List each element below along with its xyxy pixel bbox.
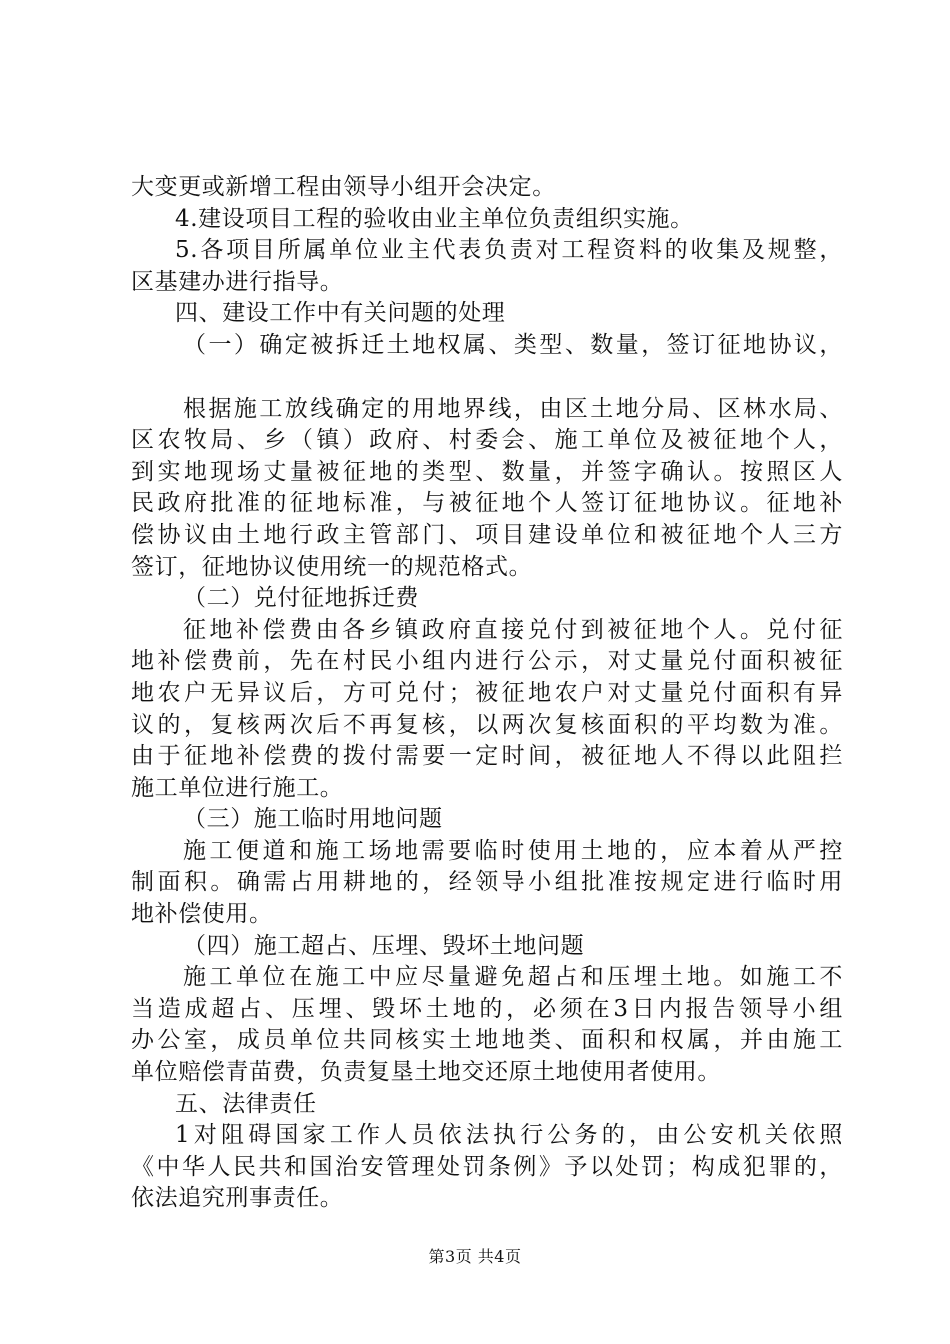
text-line: 地补偿使用。 (131, 901, 273, 928)
section-heading: 五、法律责任 (175, 1090, 317, 1117)
text-line: 施工便道和施工场地需要临时使用土地的，应本着从严控 (183, 837, 843, 864)
text-line: 到实地现场丈量被征地的类型、数量，并签字确认。按照区人 (131, 458, 843, 485)
text-line: 区基建办进行指导。 (131, 268, 344, 295)
subsection-heading: （一）确定被拆迁土地权属、类型、数量，签订征地协议， (183, 331, 843, 358)
page-footer: 第3页 共4页 (428, 1247, 522, 1266)
text-line: 单位赔偿青苗费，负责复垦土地交还原土地使用者使用。 (131, 1059, 721, 1086)
text-line: 区农牧局、乡（镇）政府、村委会、施工单位及被征地个人， (131, 427, 843, 454)
text-line: 1对阻碍国家工作人员依法执行公务的，由公安机关依照 (175, 1122, 843, 1149)
text-line: 《中华人民共和国治安管理处罚条例》予以处罚；构成犯罪的， (131, 1153, 843, 1180)
section-heading: 四、建设工作中有关问题的处理 (175, 300, 506, 327)
text-line: 大变更或新增工程由领导小组开会决定。 (131, 174, 556, 200)
text-line: 施工单位在施工中应尽量避免超占和压埋土地。如施工不 (183, 964, 843, 991)
text-line: 制面积。确需占用耕地的，经领导小组批准按规定进行临时用 (131, 869, 843, 896)
text-line: 偿协议由土地行政主管部门、项目建设单位和被征地个人三方 (131, 521, 843, 548)
text-line: 议的，复核两次后不再复核，以两次复核面积的平均数为准。 (131, 711, 843, 738)
subsection-heading: （四）施工超占、压埋、毁坏土地问题 (183, 932, 585, 959)
text-line: 5.各项目所属单位业主代表负责对工程资料的收集及规整， (175, 237, 843, 264)
subsection-heading: （二）兑付征地拆迁费 (183, 585, 419, 612)
text-line: 施工单位进行施工。 (131, 774, 344, 801)
text-line: 办公室，成员单位共同核实土地地类、面积和权属，并由施工 (131, 1027, 843, 1054)
text-line: 征地补偿费由各乡镇政府直接兑付到被征地个人。兑付征 (183, 616, 843, 643)
text-line: 当造成超占、压埋、毁坏土地的，必须在3日内报告领导小组 (131, 995, 843, 1022)
text-line: 民政府批准的征地标准，与被征地个人签订征地协议。征地补 (131, 490, 843, 517)
paragraph-gap (131, 362, 843, 394)
document-body (131, 172, 843, 1215)
subsection-heading: （三）施工临时用地问题 (183, 806, 443, 833)
text-line: 4.建设项目工程的验收由业主单位负责组织实施。 (175, 205, 694, 232)
text-line: 由于征地补偿费的拨付需要一定时间，被征地人不得以此阻拦 (131, 743, 843, 770)
text-line: 依法追究刑事责任。 (131, 1185, 344, 1212)
text-line: 地农户无异议后，方可兑付；被征地农户对丈量兑付面积有异 (131, 679, 843, 706)
text-line: 地补偿费前，先在村民小组内进行公示，对丈量兑付面积被征 (131, 648, 843, 675)
text-line: 签订，征地协议使用统一的规范格式。 (131, 553, 533, 580)
text-line: 根据施工放线确定的用地界线，由区土地分局、区林水局、 (183, 395, 843, 422)
